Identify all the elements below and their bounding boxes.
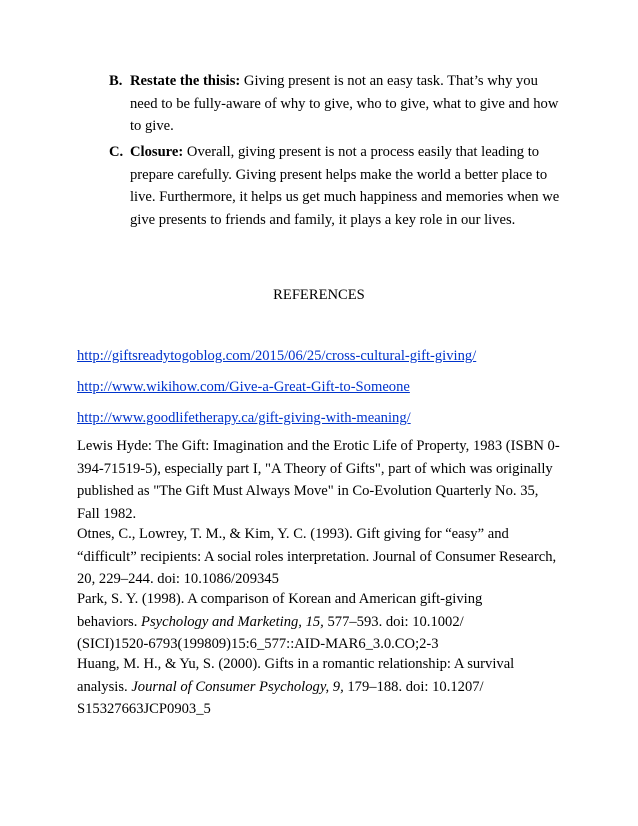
outline-marker-b: B. — [109, 73, 123, 89]
reference-otnes — [77, 523, 567, 591]
closure-lead: Closure: — [130, 144, 184, 160]
outline-marker-c: C. — [109, 144, 124, 160]
reference-hyde-line-4: Fall 1982. — [77, 505, 137, 522]
reference-park-line-2 — [77, 611, 567, 634]
restate-text — [130, 70, 569, 138]
reference-huang-text: analysis. — [77, 678, 132, 695]
closure-line-2: prepare carefully. Giving present helps make the world a better place to — [130, 166, 548, 183]
reference-otnes-line-3: 20, 229–244. doi: 10.1086/209345 — [77, 571, 279, 587]
references-heading: REFERENCES — [273, 287, 365, 303]
restate-line-1: Giving present is not an easy task. That’s why you — [243, 73, 538, 89]
reference-park-pages: 577–593. doi: 10.1002/ — [323, 613, 464, 630]
reference-hyde-line-2: 394-71519-5), especially part I, "A Theory of Gifts", part of which was originally — [77, 460, 553, 477]
reference-hyde-line-3: published as "The Gift Must Always Move" in Co-Evolution Quarterly No. 35, — [77, 483, 539, 499]
reference-park-journal: Psychology and Marketing, 15, — [141, 613, 324, 630]
reference-huang-pages: 179–188. doi: 10.1207/ — [343, 678, 484, 695]
restate-line-3: to give. — [130, 118, 174, 134]
reference-park — [77, 588, 567, 656]
closure-line-3: live. Furthermore, it helps us get much happiness and memories when we — [130, 189, 560, 205]
outline-item-restate — [109, 70, 569, 138]
restate-lead: Restate the thisis: — [130, 73, 241, 89]
reference-otnes-line-2: “difficult” recipients: A social roles interpretation. Journal of Consumer Research, — [77, 548, 557, 565]
reference-park-line-1: Park, S. Y. (1998). A comparison of Korean and American gift-giving — [77, 591, 483, 607]
closure-line-1: Overall, giving present is not a process easily that leading to — [186, 144, 540, 160]
closure-text — [130, 141, 569, 231]
closure-line-4: give presents to friends and family, it plays a key role in our lives. — [130, 211, 516, 228]
reference-park-line-3: (SICI)1520-6793(199809)15:6_577::AID-MAR6_3.0.CO;2-3 — [77, 636, 439, 652]
reference-link-giftsreadytogo[interactable]: http://giftsreadytogoblog.com/2015/06/25/cross-cultural-gift-giving/ — [77, 348, 477, 364]
reference-huang-journal: Journal of Consumer Psychology, 9, — [131, 678, 344, 695]
outline-item-closure — [109, 141, 569, 231]
reference-huang-line-2 — [77, 676, 567, 699]
reference-park-text: behaviors. — [77, 613, 142, 630]
reference-hyde-line-1: Lewis Hyde: The Gift: Imagination and the Erotic Life of Property, 1983 (ISBN 0- — [77, 438, 560, 454]
reference-otnes-line-1: Otnes, C., Lowrey, T. M., & Kim, Y. C. (1993). Gift giving for “easy” and — [77, 526, 509, 542]
reference-hyde — [77, 435, 567, 525]
reference-huang-line-1: Huang, M. H., & Yu, S. (2000). Gifts in a romantic relationship: A survival — [77, 656, 515, 672]
reference-link-goodlifetherapy[interactable]: http://www.goodlifetherapy.ca/gift-giving-with-meaning/ — [77, 410, 411, 426]
reference-link-wikihow[interactable]: http://www.wikihow.com/Give-a-Great-Gift-to-Someone — [77, 379, 410, 395]
restate-line-2: need to be fully-aware of why to give, who to give, what to give and how — [130, 95, 559, 112]
reference-huang-line-3: S15327663JCP0903_5 — [77, 701, 211, 717]
reference-huang — [77, 653, 567, 721]
